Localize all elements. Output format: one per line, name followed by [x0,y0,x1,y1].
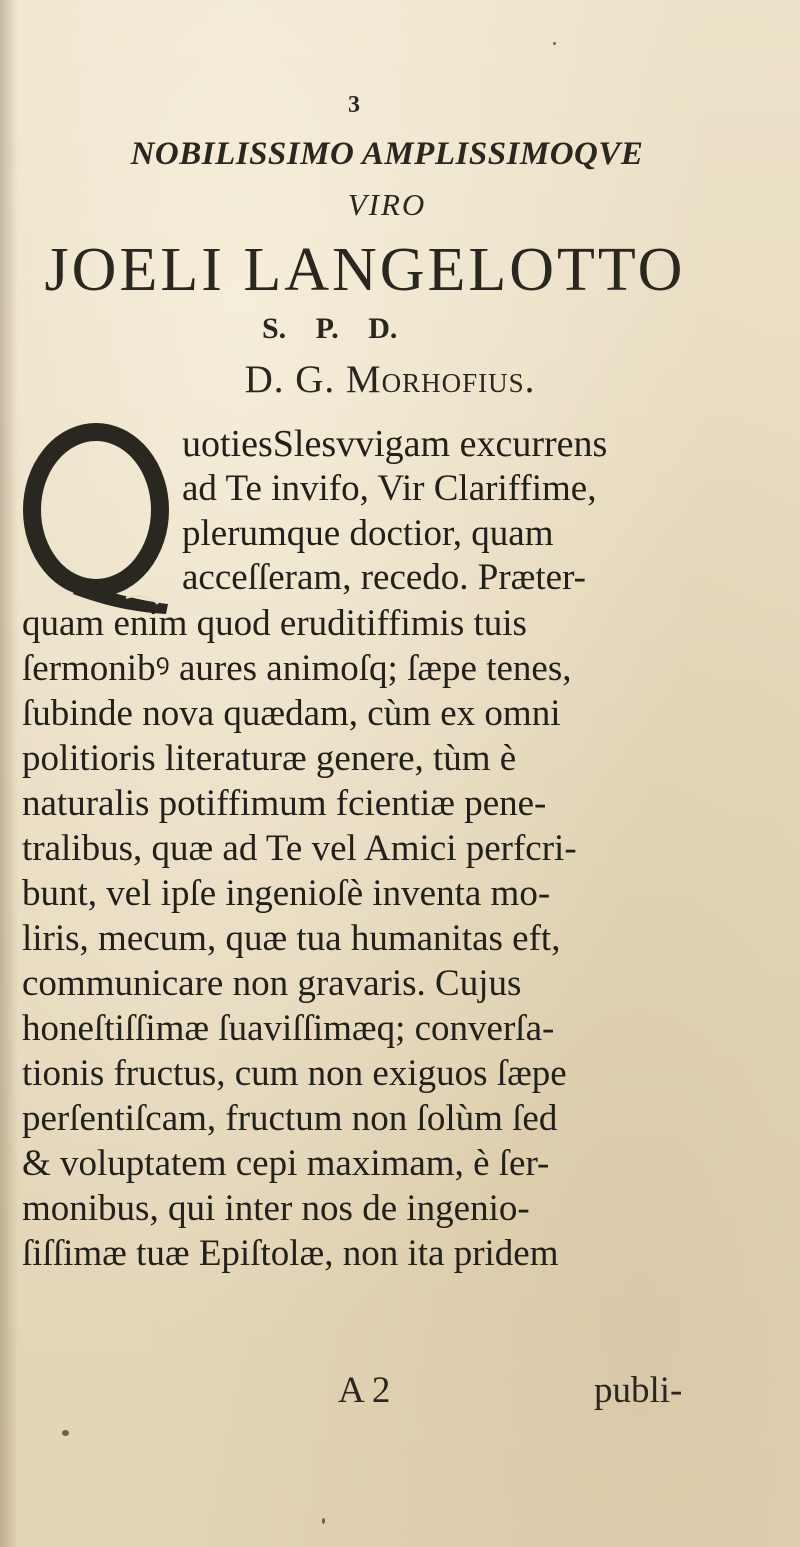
body-line: ſubinde nova quædam, cùm ex omni [22,693,561,734]
body-line: ſiſſimæ tuæ Epiſtolæ, non ita pridem [22,1233,559,1274]
body-line: acceſſeram, recedo. Præter- [182,557,586,598]
body-line: liris, mecum, quæ tua humanitas eft, [22,918,561,959]
catchword: publi- [594,1370,683,1411]
body-line: plerumque doctior, quam [182,513,554,554]
body-line: honeſtiſſimæ ſuaviſſimæq; converſa- [22,1008,555,1049]
body-line: uotiesSlesvvigam excurrens [182,423,608,465]
body-line: bunt, vel ipſe ingenioſè inventa mo- [22,873,551,914]
author-name: D. G. Morhofius. [244,358,536,401]
paper-speck [553,42,556,45]
body-line: naturalis potiffimum fcientiæ pene- [22,783,547,824]
paper-speck [322,1518,325,1524]
body-line: perſentiſcam, fructum non ſolùm ſed [22,1098,558,1139]
salutation: S. P. D. [262,312,398,345]
body-line: communicare non gravaris. Cujus [22,963,522,1004]
gutter-shadow [0,0,18,1547]
body-line: ad Te invifo, Vir Clariffime, [182,468,597,509]
body-line: ſermonibꝰ aures animoſq; ſæpe tenes, [22,648,572,689]
body-line: politioris literaturæ genere, tùm è [22,738,517,779]
paper-speck [62,1430,69,1436]
signature-mark: A 2 [338,1370,391,1411]
body-line: & voluptatem cepi maximam, è ſer- [22,1143,550,1184]
drop-cap-q-glyph [18,418,176,618]
dedication-line-2: VIRO [347,187,427,222]
page-signature: 3 [348,92,361,118]
body-line: tralibus, quæ ad Te vel Amici perfcri- [22,828,577,869]
body-line: monibus, qui inter nos de ingenio- [22,1188,530,1229]
dedication-line-1: NOBILISSIMO AMPLISSIMOQVE [130,136,644,172]
recipient-name: JOELI LANGELOTTO [44,236,686,304]
body-line: quam enim quod eruditiffimis tuis [22,603,527,644]
body-line: tionis fructus, cum non exiguos ſæpe [22,1053,567,1094]
drop-cap-q [18,418,176,618]
